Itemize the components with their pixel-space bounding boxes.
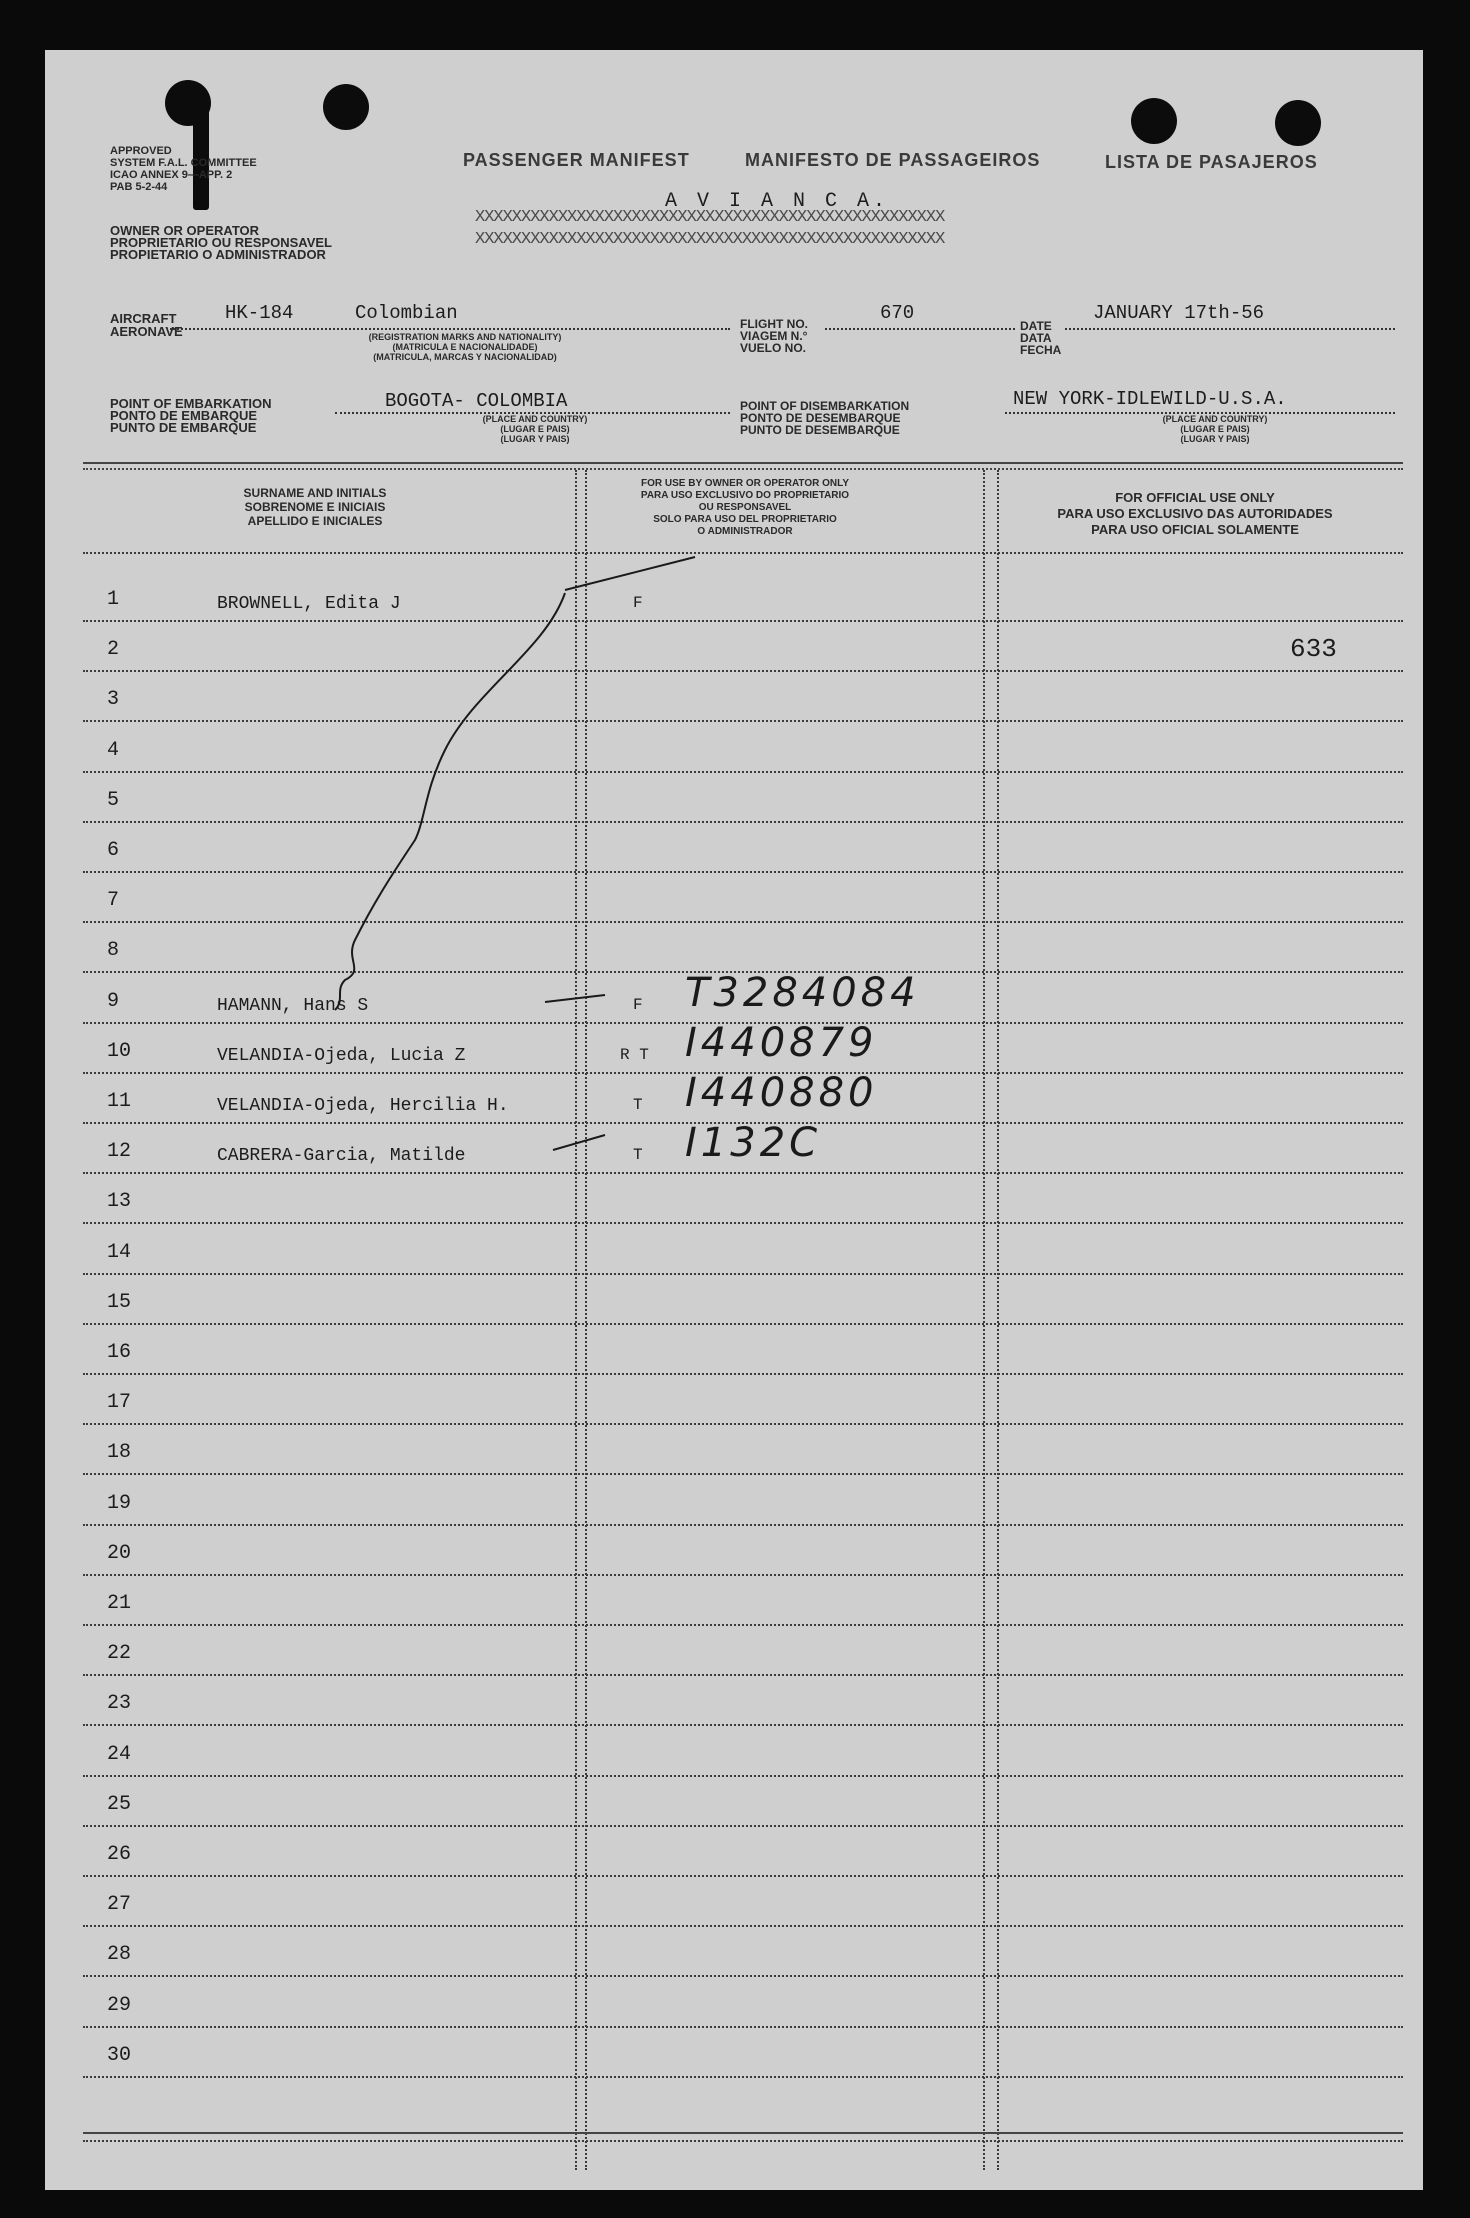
row-number: 19 bbox=[107, 1491, 132, 1515]
pen-stroke bbox=[565, 557, 695, 590]
flight-label-es: VUELO NO. bbox=[740, 341, 807, 355]
row-number: 12 bbox=[107, 1140, 132, 1164]
caption-line: (LUGAR E PAIS) bbox=[500, 424, 570, 434]
date-label-pt: DATA bbox=[1020, 331, 1052, 345]
caption-line: (PLACE AND COUNTRY) bbox=[482, 414, 588, 424]
aircraft-nationality: Colombian bbox=[355, 302, 458, 324]
column-official-line: PARA USO EXCLUSIVO DAS AUTORIDADES bbox=[1057, 506, 1333, 521]
owner-code: F bbox=[633, 995, 643, 1014]
row-number: 8 bbox=[107, 939, 120, 963]
row-number: 27 bbox=[107, 1893, 132, 1917]
pen-stroke bbox=[553, 1135, 605, 1150]
row-number: 16 bbox=[107, 1341, 132, 1364]
row-number: 5 bbox=[107, 788, 120, 812]
disembarkation-label-es: PUNTO DE DESEMBARQUE bbox=[740, 423, 900, 437]
disembarkation-label-en: POINT OF DISEMBARKATION bbox=[740, 399, 910, 413]
pen-stroke bbox=[335, 593, 565, 1010]
row-number: 2 bbox=[107, 638, 120, 662]
title-english: PASSENGER MANIFEST bbox=[463, 150, 690, 170]
approval-line: ICAO ANNEX 9—APP. 2 bbox=[110, 169, 233, 181]
approval-line: PAB 5-2-44 bbox=[110, 181, 168, 193]
column-owner-line: OU RESPONSAVEL bbox=[698, 502, 792, 513]
flight-number: 670 bbox=[880, 302, 915, 324]
row-number: 6 bbox=[107, 839, 120, 862]
caption-line: (PLACE AND COUNTRY) bbox=[1162, 414, 1268, 424]
embarkation-label-en: POINT OF EMBARKATION bbox=[110, 396, 272, 411]
owner-line: OWNER OR OPERATOR bbox=[110, 223, 260, 238]
passenger-name: VELANDIA-Ojeda, Lucia Z bbox=[217, 1045, 466, 1066]
column-official-line: PARA USO OFICIAL SOLAMENTE bbox=[1091, 522, 1299, 537]
handwritten-number: I440879 bbox=[685, 1019, 878, 1066]
row-number: 30 bbox=[107, 2043, 132, 2067]
row-number: 23 bbox=[107, 1692, 132, 1716]
owner-line: PROPRIETARIO OU RESPONSAVEL bbox=[110, 235, 332, 250]
passenger-name: BROWNELL, Edita J bbox=[217, 594, 401, 614]
row-number: 11 bbox=[107, 1090, 132, 1113]
row-number: 28 bbox=[107, 1943, 132, 1967]
owner-code: T bbox=[633, 1096, 643, 1114]
row-number: 22 bbox=[107, 1642, 132, 1666]
column-surname-pt: SOBRENOME E INICIAIS bbox=[244, 500, 386, 514]
aircraft-label-pt: AERONAVE bbox=[110, 324, 183, 339]
handwritten-number: T3284084 bbox=[685, 969, 920, 1016]
date-label-en: DATE bbox=[1020, 319, 1052, 333]
embarkation-point: BOGOTA- COLOMBIA bbox=[385, 390, 568, 412]
aircraft-label-en: AIRCRAFT bbox=[110, 311, 177, 326]
date-label-es: FECHA bbox=[1020, 343, 1062, 357]
passenger-name: VELANDIA-Ojeda, Hercilia H. bbox=[217, 1096, 509, 1116]
caption-line: (LUGAR Y PAIS) bbox=[1180, 434, 1250, 444]
row-number: 13 bbox=[107, 1190, 132, 1214]
title-portuguese: MANIFESTO DE PASSAGEIROS bbox=[745, 150, 1041, 170]
disembarkation-point: NEW YORK-IDLEWILD-U.S.A. bbox=[1013, 388, 1287, 410]
column-owner-line: PARA USO EXCLUSIVO DO PROPRIETARIO bbox=[640, 490, 850, 501]
owner-code: F bbox=[633, 594, 643, 612]
owner-code: T bbox=[633, 1146, 643, 1165]
row-number: 1 bbox=[107, 588, 120, 611]
column-surname-en: SURNAME AND INITIALS bbox=[243, 486, 387, 500]
disembarkation-label-pt: PONTO DE DESEMBARQUE bbox=[740, 411, 901, 425]
owner-code: R T bbox=[620, 1045, 649, 1064]
column-official-line: FOR OFFICIAL USE ONLY bbox=[1115, 490, 1275, 505]
row-number: 4 bbox=[107, 738, 120, 762]
operator-name: A V I A N C A. bbox=[665, 190, 890, 213]
column-surname-es: APELLIDO E INICIALES bbox=[247, 514, 383, 528]
row-number: 15 bbox=[107, 1290, 132, 1314]
caption-line: (LUGAR E PAIS) bbox=[1180, 424, 1250, 434]
row-number: 7 bbox=[107, 889, 120, 913]
column-owner-line: SOLO PARA USO DEL PROPRIETARIO bbox=[653, 514, 837, 525]
row-number: 21 bbox=[107, 1592, 132, 1615]
handwritten-number: I440880 bbox=[685, 1070, 878, 1116]
aircraft-registration: HK-184 bbox=[225, 302, 294, 324]
row-number: 25 bbox=[107, 1792, 132, 1816]
column-owner-line: O ADMINISTRADOR bbox=[697, 526, 793, 537]
row-number: 24 bbox=[107, 1742, 132, 1766]
row-number: 18 bbox=[107, 1441, 132, 1465]
caption-line: (LUGAR Y PAIS) bbox=[500, 434, 570, 444]
overstrike-line: XXXXXXXXXXXXXXXXXXXXXXXXXXXXXXXXXXXXXXXXXXXXXXXXXXX bbox=[475, 230, 945, 249]
row-number: 9 bbox=[107, 989, 120, 1013]
flight-label-pt: VIAGEM N.° bbox=[740, 329, 808, 343]
row-number: 3 bbox=[107, 688, 120, 712]
handwritten-number: I132C bbox=[685, 1120, 822, 1167]
manifest-sheet bbox=[45, 50, 1423, 2190]
approval-line: APPROVED bbox=[110, 145, 172, 157]
row-number: 26 bbox=[107, 1843, 132, 1866]
official-note: 633 bbox=[1290, 634, 1337, 665]
passenger-name: CABRERA-Garcia, Matilde bbox=[217, 1146, 466, 1167]
row-number: 10 bbox=[107, 1039, 132, 1063]
column-owner-line: FOR USE BY OWNER OR OPERATOR ONLY bbox=[641, 478, 849, 489]
row-number: 20 bbox=[107, 1541, 132, 1565]
flight-date: JANUARY 17th-56 bbox=[1093, 302, 1265, 324]
pen-strokes bbox=[45, 50, 1423, 2190]
overstrike-line: XXXXXXXXXXXXXXXXXXXXXXXXXXXXXXXXXXXXXXXXXXXXXXXXXXX bbox=[475, 208, 945, 227]
caption-line: (MATRICULA, MARCAS Y NACIONALIDAD) bbox=[373, 352, 557, 362]
embarkation-label-es: PUNTO DE EMBARQUE bbox=[110, 420, 257, 435]
row-number: 29 bbox=[107, 1993, 132, 2017]
caption-line: (MATRICULA E NACIONALIDADE) bbox=[392, 342, 538, 352]
title-spanish: LISTA DE PASAJEROS bbox=[1105, 152, 1318, 172]
embarkation-label-pt: PONTO DE EMBARQUE bbox=[110, 408, 258, 423]
owner-line: PROPIETARIO O ADMINISTRADOR bbox=[110, 247, 326, 262]
flight-label-en: FLIGHT NO. bbox=[740, 317, 808, 331]
row-number: 14 bbox=[107, 1240, 132, 1264]
passenger-name: HAMANN, Hans S bbox=[217, 995, 369, 1016]
row-number: 17 bbox=[107, 1391, 132, 1415]
caption-line: (REGISTRATION MARKS AND NATIONALITY) bbox=[368, 332, 562, 342]
pen-stroke bbox=[545, 995, 605, 1002]
approval-line: SYSTEM F.A.L. COMMITTEE bbox=[110, 157, 257, 169]
